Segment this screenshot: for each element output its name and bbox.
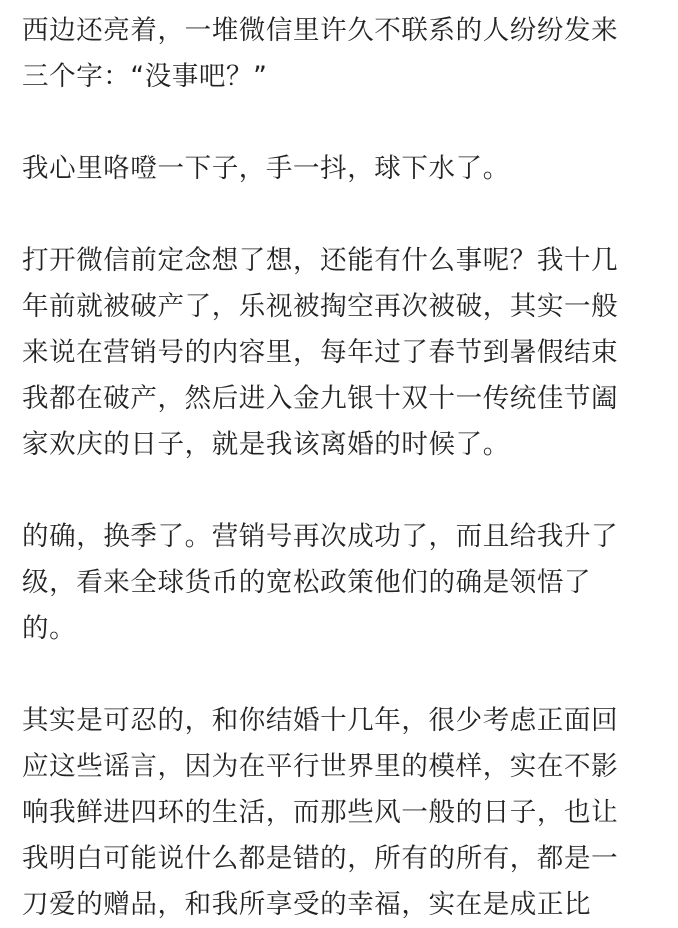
paragraph-2 (22, 146, 662, 192)
text-line: 我心里咯噔一下子，手一抖，球下水了。 (22, 153, 510, 184)
paragraph-5 (22, 698, 662, 928)
text-line: 打开微信前定念想了想，还能有什么事呢？我十几 (22, 245, 619, 276)
text-line: 来说在营销号的内容里，每年过了春节到暑假结束 (22, 337, 619, 368)
text-line: 刀爱的赠品，和我所享受的幸福，实在是成正比 (22, 889, 592, 920)
text-line: 我都在破产，然后进入金九银十双十一传统佳节阖 (22, 383, 619, 414)
paragraph-3 (22, 238, 662, 468)
text-line: 的确，换季了。营销号再次成功了，而且给我升了 (22, 521, 619, 552)
paragraph-gap (22, 192, 662, 238)
text-line: 应这些谣言，因为在平行世界里的模样，实在不影 (22, 751, 619, 782)
text-line: 三个字：“没事吧？” (22, 61, 268, 92)
text-line: 西边还亮着，一堆微信里许久不联系的人纷纷发来 (22, 15, 619, 46)
paragraph-1 (22, 8, 662, 100)
paragraph-gap (22, 100, 662, 146)
text-line: 响我鲜进四环的生活，而那些风一般的日子，也让 (22, 797, 619, 828)
text-line: 的。 (22, 613, 77, 644)
text-line: 我明白可能说什么都是错的，所有的所有，都是一 (22, 843, 619, 874)
text-line: 年前就被破产了，乐视被掏空再次被破，其实一般 (22, 291, 619, 322)
paragraph-gap (22, 468, 662, 514)
text-line: 级，看来全球货币的宽松政策他们的确是领悟了 (22, 567, 592, 598)
paragraph-gap (22, 652, 662, 698)
text-line: 其实是可忍的，和你结婚十几年，很少考虑正面回 (22, 705, 619, 736)
article-body (22, 0, 662, 928)
paragraph-4 (22, 514, 662, 652)
text-line: 家欢庆的日子，就是我该离婚的时候了。 (22, 429, 510, 460)
